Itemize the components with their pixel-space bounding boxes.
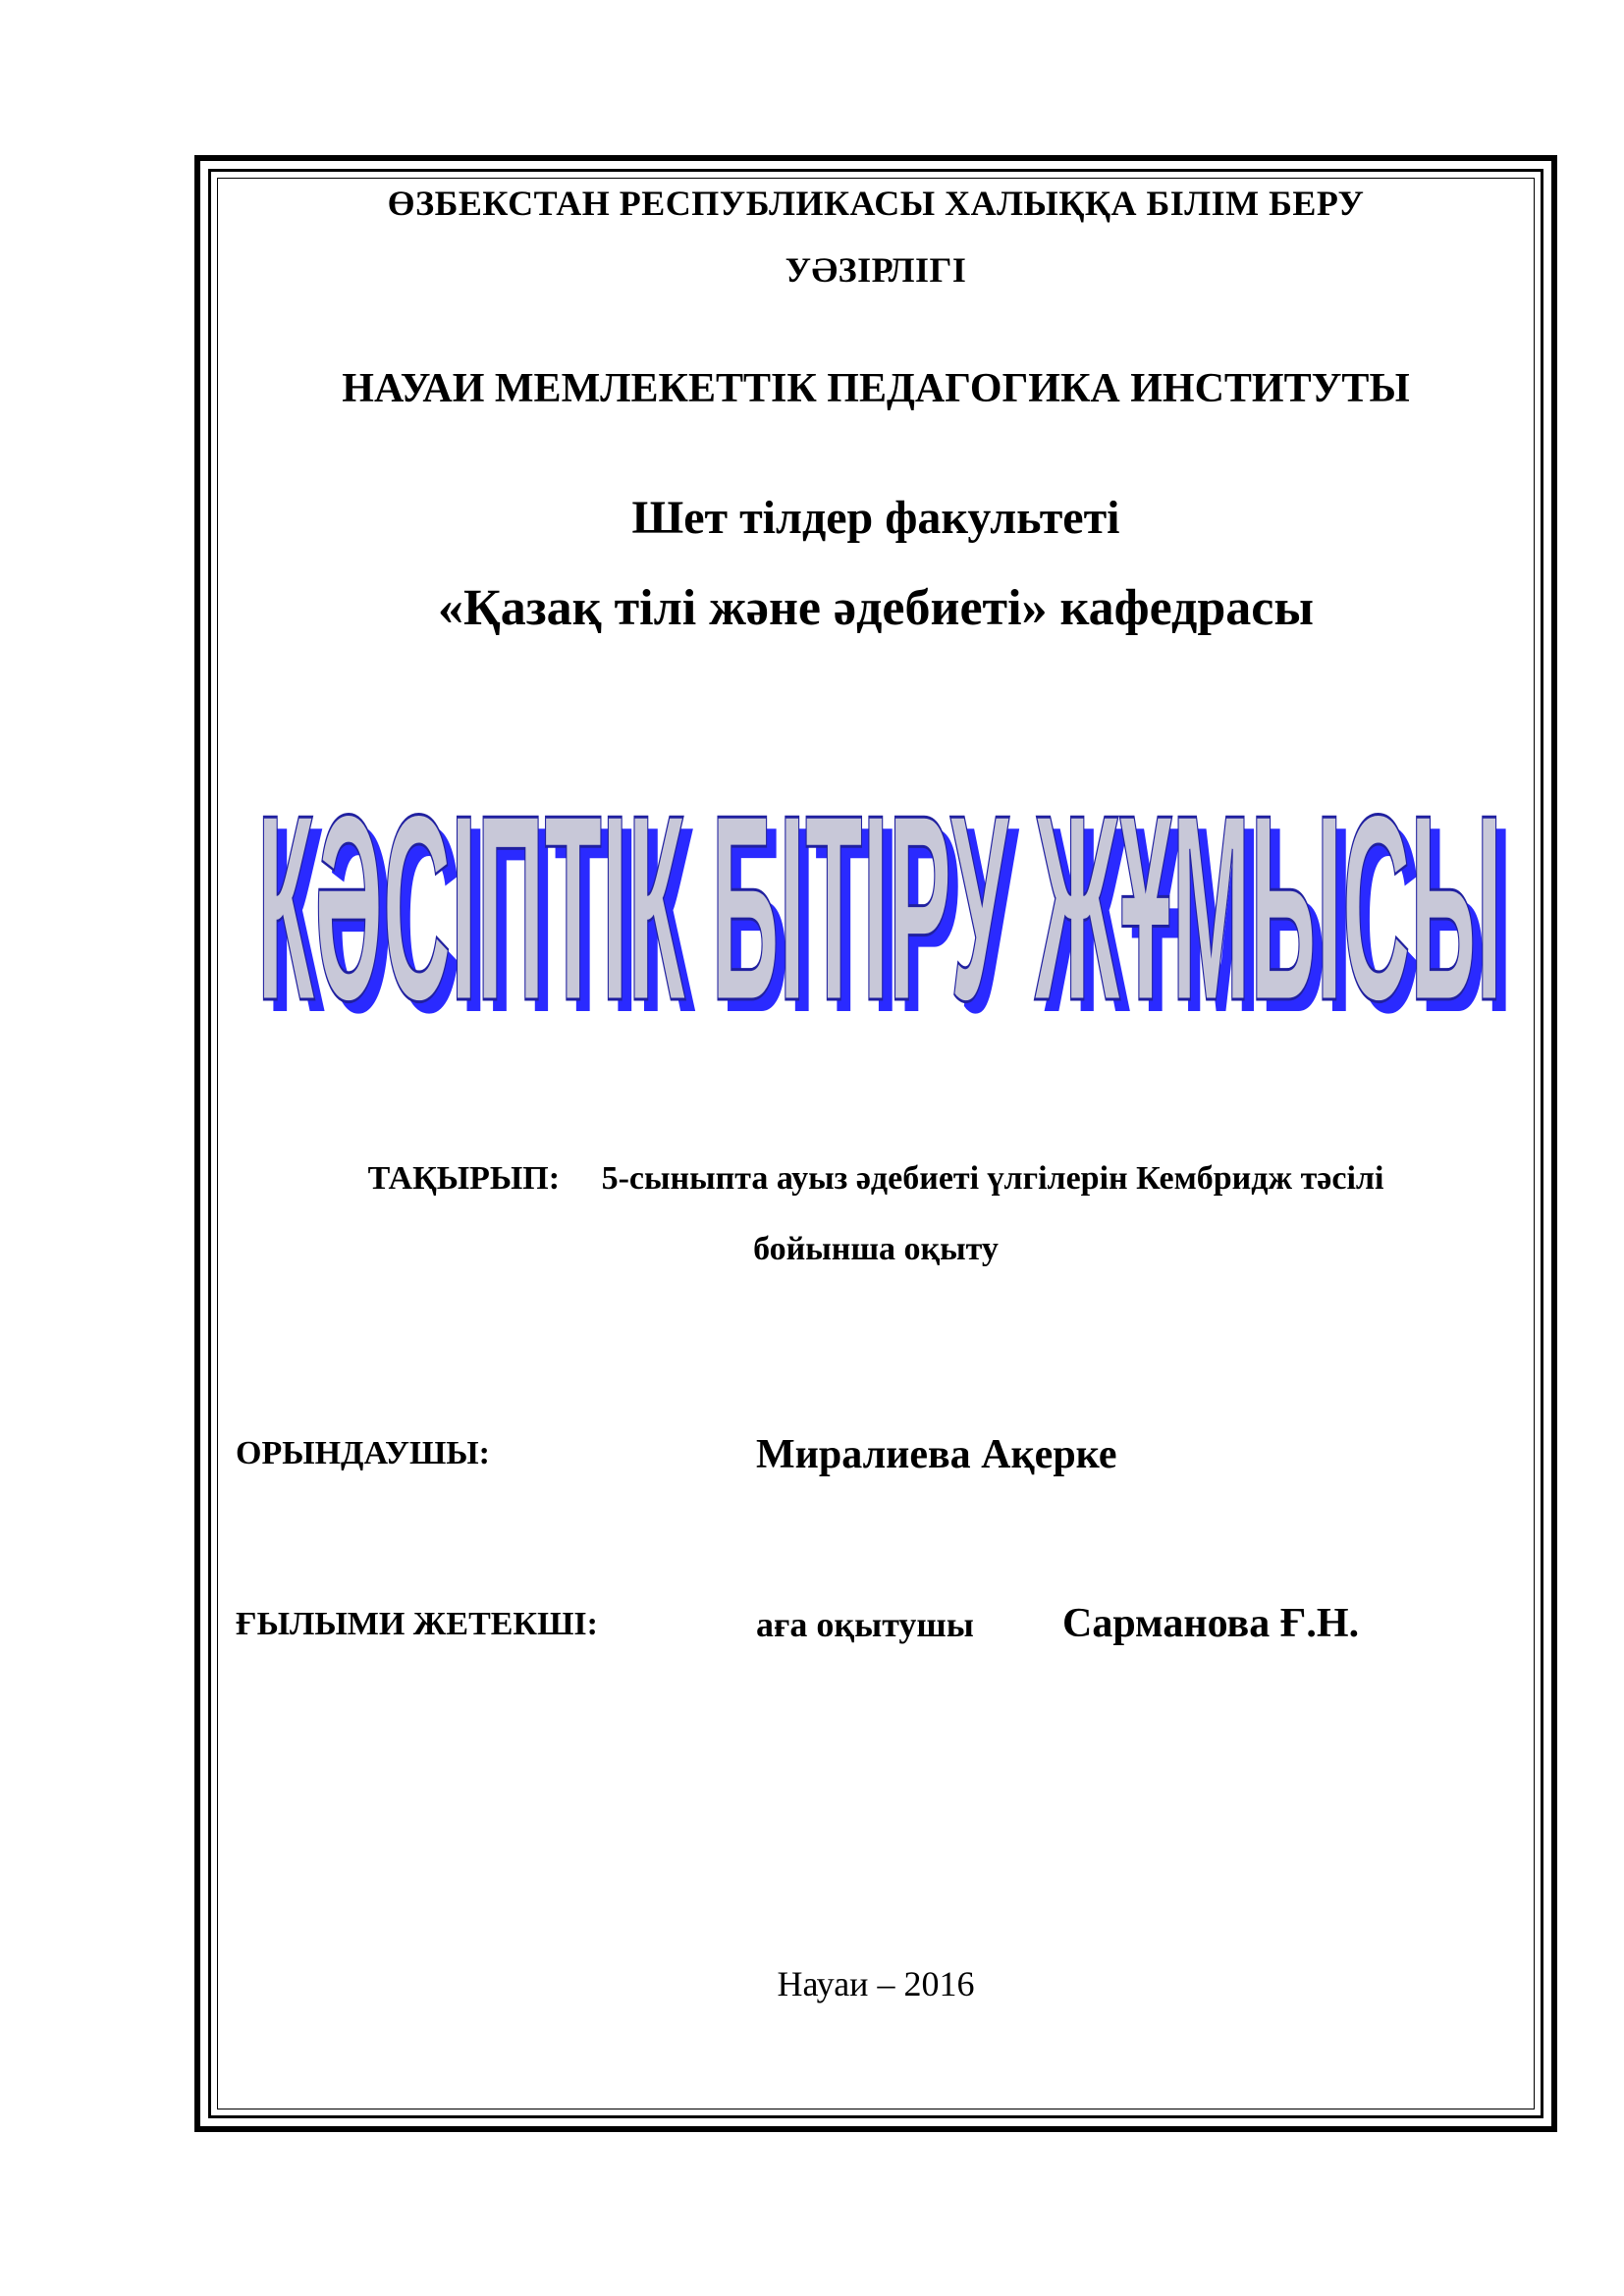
topic-label: ТАҚЫРЫП:: [367, 1160, 561, 1197]
topic-text-line1: 5-сыныпта ауыз әдебиеті үлгілерін Кембридж тәсілі: [601, 1160, 1384, 1197]
wordart-shadow: КӘСІПТІК БІТІРУ ЖҰМЫСЫ: [267, 773, 1512, 1041]
supervisor-label: ҒЫЛЫМИ ЖЕТЕКШІ:: [236, 1606, 598, 1642]
supervisor-name: Сарманова Ғ.Н.: [1062, 1601, 1360, 1646]
topic-line1: [217, 1160, 1535, 1198]
executor-label: ОРЫНДАУШЫ:: [236, 1435, 491, 1471]
ministry-title-line2: УӘЗІРЛІГІ: [785, 250, 967, 290]
supervisor-role: аға оқытушы: [756, 1605, 974, 1644]
topic-text-line2: бойынша оқыту: [753, 1231, 999, 1267]
wordart-text: КӘСІПТІК БІТІРУ ЖҰМЫСЫ: [257, 761, 1502, 1041]
wordart-svg: [247, 746, 1514, 1041]
city-year: Науаи – 2016: [777, 1964, 975, 2003]
faculty-name: Шет тілдер факультеті: [631, 492, 1120, 544]
institute-name: НАУАИ МЕМЛЕКЕТТІК ПЕДАГОГИКА ИНСТИТУТЫ: [342, 366, 1410, 411]
department-name: «Қазақ тілі және әдебиеті» кафедрасы: [438, 580, 1314, 636]
ministry-title-line1: ӨЗБЕКСТАН РЕСПУБЛИКАСЫ ХАЛЫҚҚА БІЛІМ БЕРУ: [387, 184, 1365, 223]
wordart-title: [247, 746, 1514, 1041]
executor-name: Миралиева Ақерке: [756, 1432, 1117, 1477]
page-border-inner: [217, 178, 1535, 2109]
